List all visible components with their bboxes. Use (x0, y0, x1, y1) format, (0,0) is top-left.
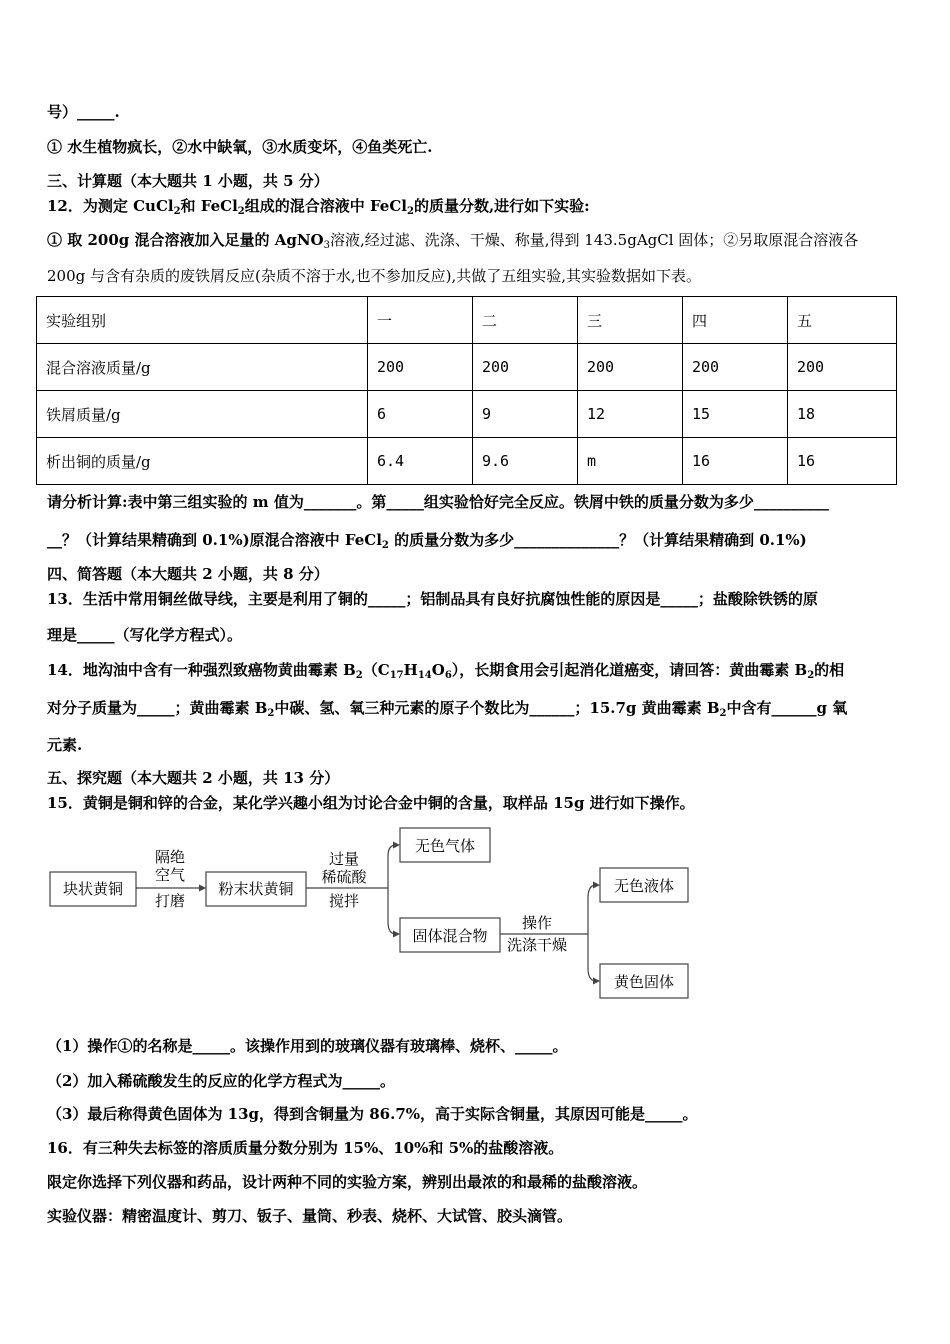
table-cell: 9.6 (473, 438, 578, 485)
solid-mixture-label: 固体混合物 (412, 927, 488, 945)
block-brass-label: 块状黄铜 (62, 880, 124, 898)
table-cell: 15 (683, 391, 788, 438)
table-header-cell: 一 (368, 297, 473, 344)
table-cell: 铁屑质量/g (37, 391, 368, 438)
yellow-solid-label: 黄色固体 (613, 973, 675, 991)
table-cell: 16 (683, 438, 788, 485)
q13-line-2: 理是_____（写化学方程式）。 (47, 626, 243, 644)
table-header-cell: 四 (683, 297, 788, 344)
table-cell: 200 (473, 344, 578, 391)
step1-label-top1: 隔绝 (154, 848, 186, 866)
q16-intro: 16．有三种失去标签的溶质质量分数分别为 15%、10%和 5%的盐酸溶液。 (47, 1139, 564, 1157)
q16-instruments: 实验仪器：精密温度计、剪刀、钣子、量筒、秒表、烧杯、大试管、胶头滴管。 (47, 1207, 573, 1225)
table-header-cell: 二 (473, 297, 578, 344)
step3-label-bottom: 洗涤干燥 (506, 936, 568, 954)
table-header-row (37, 297, 897, 344)
arrow-1-head (199, 885, 206, 892)
q15-part-2: （2）加入稀硫酸发生的反应的化学方程式为_____。 (47, 1072, 395, 1090)
table-cell: 9 (473, 391, 578, 438)
q14-line-2: 对分子质量为_____；黄曲霉素 $B_2$中碳、氢、氧三种元素的原子个数比为______；15.7g 黄曲霉素 $B_2$中含有______g 氧 (47, 699, 848, 719)
table-cell: 6.4 (368, 438, 473, 485)
q15-part-1: （1）操作①的名称是_____。该操作用到的玻璃仪器有玻璃棒、烧杯、_____。 (47, 1037, 568, 1055)
table-cell: 200 (788, 344, 897, 391)
table-cell: m (578, 438, 683, 485)
section-5-heading: 五、探究题（本大题共 2 小题，共 13 分） (47, 769, 340, 787)
branch-brace-1 (388, 845, 396, 934)
table-header-cell: 实验组别 (37, 297, 368, 344)
q11-answer-line: 号）_____. (47, 103, 120, 121)
step2-label-bottom: 搅拌 (328, 892, 360, 910)
arrow-yellow-head (593, 978, 600, 985)
table-cell: 200 (683, 344, 788, 391)
q12-intro: 12．为测定 CuCl$_2$和 FeCl$_2$组成的混合溶液中 FeCl$_2$的质量分数,进行如下实验: (47, 197, 590, 217)
table-cell: 18 (788, 391, 897, 438)
colorless-liquid-label: 无色液体 (613, 877, 675, 895)
table-row (37, 391, 897, 438)
arrow-liquid-head (593, 882, 600, 889)
step1-label-top2: 空气 (154, 866, 186, 884)
table-row (37, 344, 897, 391)
table-cell: 6 (368, 391, 473, 438)
q12-question-2: __？（计算结果精确到 0.1%)原混合溶液中 FeCl$_2$ 的质量分数为多少______________？（计算结果精确到 0.1%) (47, 531, 807, 551)
q12-step1: ① 取 200g 混合溶液加入足量的 AgNO$_3$溶液,经过滤、洗涤、干燥、称量,得到 143.5gAgCl 固体；②另取原混合溶液各 (47, 231, 859, 251)
table-header-cell: 三 (578, 297, 683, 344)
colorless-gas-label: 无色气体 (414, 837, 476, 855)
q15-part-3: （3）最后称得黄色固体为 13g，得到含铜量为 86.7%，高于实际含铜量，其原因可能是_____。 (47, 1105, 698, 1123)
step2-label-top1: 过量 (328, 850, 360, 868)
section-4-heading: 四、简答题（本大题共 2 小题，共 8 分） (47, 565, 329, 583)
q15-intro: 15．黄铜是铜和锌的合金，某化学兴趣小组为讨论合金中铜的含量，取样品 15g 进行如下操作。 (47, 794, 695, 812)
q11-options: ① 水生植物疯长，②水中缺氧，③水质变坏，④鱼类死亡. (47, 138, 433, 156)
branch-brace-2 (588, 885, 596, 981)
table-cell: 析出铜的质量/g (37, 438, 368, 485)
q12-question-1: 请分析计算:表中第三组实验的 m 值为_______。第_____组实验恰好完全反应。铁屑中铁的质量分数为多少__________ (47, 493, 829, 511)
arrow-solid-head (393, 931, 400, 938)
table-cell: 12 (578, 391, 683, 438)
q14-line-3: 元素. (47, 736, 83, 754)
q13-line-1: 13．生活中常用铜丝做导线，主要是利用了铜的_____；铝制品具有良好抗腐蚀性能的原因是_____；盐酸除铁锈的原 (47, 590, 818, 608)
q14-line-1: 14．地沟油中含有一种强烈致癌物黄曲霉素 $B_2(C_{17}H_{14}O_6)$，长期食用会引起消化道癌变，请回答：黄曲霉素 $B_2$的相 (47, 661, 845, 681)
arrow-gas-head (393, 842, 400, 849)
q16-instruction: 限定你选择下列仪器和药品，设计两种不同的实验方案，辨别出最浓的和最稀的盐酸溶液。 (47, 1173, 648, 1191)
step2-label-top2: 稀硫酸 (321, 868, 367, 886)
step1-label-bottom: 打磨 (154, 892, 186, 910)
table-cell: 200 (368, 344, 473, 391)
powder-brass-label: 粉末状黄铜 (218, 880, 294, 898)
table-row (37, 438, 897, 485)
step3-label-top: 操作 (521, 914, 553, 932)
table-cell: 16 (788, 438, 897, 485)
section-3-heading: 三、计算题（本大题共 1 小题，共 5 分） (47, 172, 329, 190)
table-header-cell: 五 (788, 297, 897, 344)
table-cell: 200 (578, 344, 683, 391)
table-cell: 混合溶液质量/g (37, 344, 368, 391)
experiment-table (36, 296, 897, 485)
brass-process-flowchart (40, 822, 700, 1008)
q12-step2: 200g 与含有杂质的废铁屑反应(杂质不溶于水,也不参加反应),共做了五组实验,其实验数据如下表。 (47, 267, 702, 285)
